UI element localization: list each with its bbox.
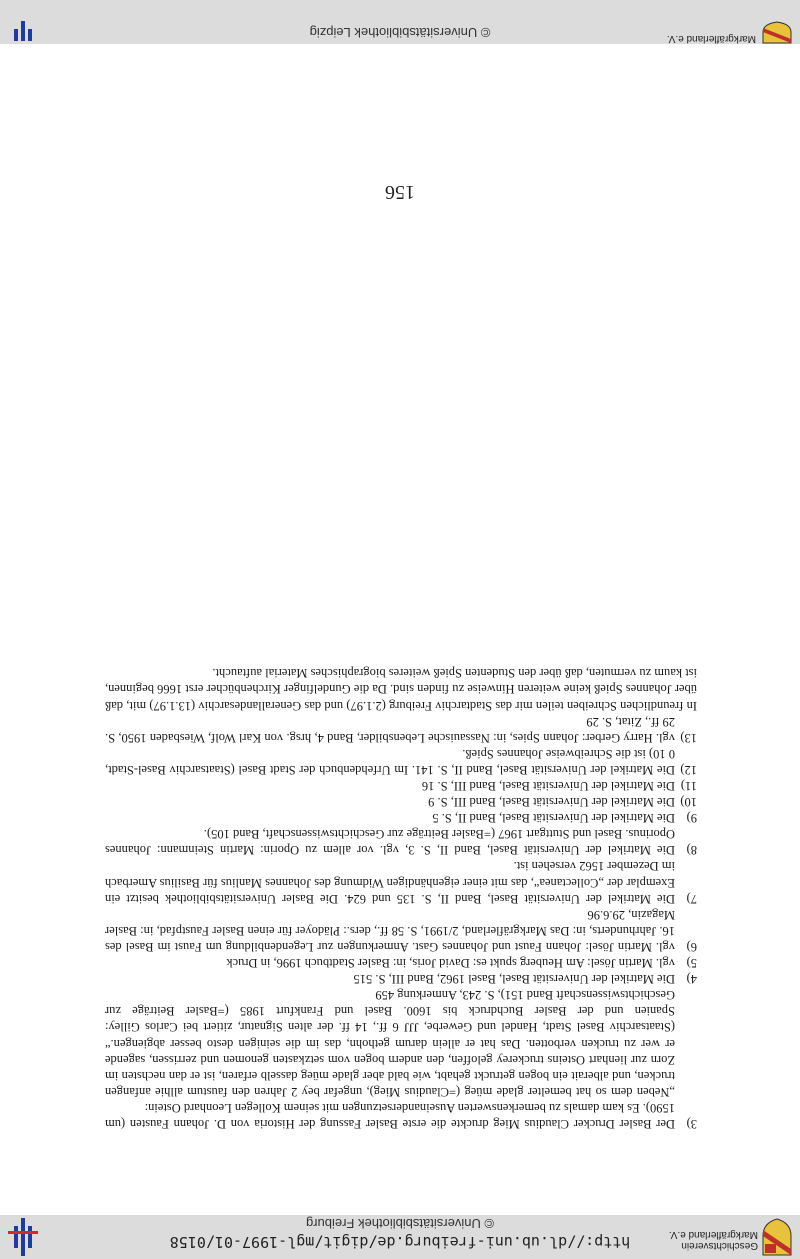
footnote-number: 4) xyxy=(686,972,697,987)
footnote-number: 13) xyxy=(680,730,697,745)
footnote-text: Der Basler Drucker Claudius Mieg druckte die erste Basler Fassung der Historia von D. Johann Fausten (um 1590). Es kam damals zu bemerkenswerten Auseinandersetzungen mit seinem Kollegen Leonhard Ostein: xyxy=(105,1100,675,1131)
footnote-number: 11) xyxy=(680,779,697,794)
footnote-7 xyxy=(105,858,697,906)
footnote-text: Die Matrikel der Universität Basel, Band II, S. 3, vgl. vor allem zu Oporin: Martin Steinmann: Johannes Oporinus. Basel und Stuttgart 1967 (=Basler Beiträge zur Geschichtswissenschaft, Band 105). xyxy=(105,827,675,858)
brand-line-1: Geschichtsverein xyxy=(681,1240,758,1251)
footnote-number: 5) xyxy=(686,956,697,971)
coat-of-arms-icon xyxy=(762,1218,792,1256)
footer-coat-of-arms-icon xyxy=(762,6,792,44)
footnote-text: vgl. Martin Jösel: Johann Faust und Johannes Gast. Anmerkungen zur Legendenbildung um Faust im Basel des 16. Jahrhunderts, in: Das Markgräflerland, 2/1991, S. 58 ff., ders.: Plädoyer für einen Basler Faustpfad, in: Basler Magazin, 29.6.96 xyxy=(105,907,675,954)
footnote-3 xyxy=(105,987,697,1132)
footnote-9 xyxy=(105,810,697,826)
footnote-4 xyxy=(105,971,697,987)
footnote-text: Die Matrikel der Universität Basel, Band III, S. 9 xyxy=(428,795,675,810)
footnote-6 xyxy=(105,907,697,955)
footnote-5 xyxy=(105,955,697,971)
footnote-text: Die Matrikel der Universität Basel, Band III, S. 16 xyxy=(421,779,675,794)
footnote-11 xyxy=(105,778,697,794)
footnote-number: 12) xyxy=(680,762,697,777)
footnote-8 xyxy=(105,826,697,858)
footnote-text: vgl. Harry Gerber: Johann Spies, in: Nassauische Lebensbilder, Band 4, hrsg. von Karl Wolf, Wiesbaden 1950, S. 29 ff., Zitat, S. 29 xyxy=(105,714,675,745)
document-url[interactable]: http://dl.ub.uni-freiburg.de/digit/mgl-1997-01/0158 xyxy=(169,1233,631,1251)
footnote-quote: „Neben dem so hat bemelter glade müeg (=Claudius Mieg), ungefar bey 2 Jahren den faustum allhie anfangen trucken, und alberait ein bogen getruckt gehabt, wie bald aber glade müeg dasselb erfaren, ist er dan nechsten im Zorn zur lienhart Osteins truckerey geloffen, den andern bogen vom setzkasten genomen und zerrissen, sagende er wer zu trucken verbotten. Das hat er allein darum gethohn, das im die seinigen desto besser abgiengen.“ (Staatsarchiv Basel Stadt, Handel und Gewerbe, JJJ 6 ff., 14 ff. der alten Signatur, zitiert bei Carlos Gilley: Spanien und der Basler Buchdruck bis 1600. Basel und Frankfurt 1985 (=Basler Beiträge zur Geschichtswissenschaft Band 151), S. 243, Anmerkung 459 xyxy=(105,988,675,1099)
viewer-header xyxy=(0,1215,800,1259)
footnote-number: 10) xyxy=(680,795,697,810)
footnote-number: 9) xyxy=(686,811,697,826)
footnote-number: 3) xyxy=(686,1117,697,1131)
footer-brand: Markgräflerland e.V. xyxy=(666,33,756,44)
footnote-text: vgl. Martin Jösel: Am Heuberg spukt es: David Joris, in: Basler Stadtbuch 1996, in Druck xyxy=(226,956,675,971)
footnote-number: 7) xyxy=(686,891,697,906)
society-brand xyxy=(669,1229,758,1251)
footnote-text: Die Matrikel der Universität Basel, Band II, S. 141. Im Urfehdenbuch der Stadt Basel (Staatsarchiv Basel-Stadt, 0 10) ist die Schreibweise Johannes Spieß. xyxy=(105,746,675,777)
closing-paragraph: In freundlichen Schreiben teilen mir das Stadtarchiv Freiburg (2.1.97) und das Generallandesarchiv (13.1.97) mit, daß über Johannes Spieß keine weiteren Hinweise zu finden sind. Da die Gundelfinger Kirchenbücher erst 1666 beginnen, ist kaum zu vermuten, daß über den Studenten Spieß weiteres biographisches Material auftaucht. xyxy=(105,666,697,713)
footer-copyright-text: © Universitätsbibliothek Leipzig xyxy=(309,25,491,40)
viewer-footer xyxy=(0,0,800,44)
footnote-number: 8) xyxy=(686,843,697,858)
footnote-text: Die Matrikel der Universität Basel, Band II, S. 135 und 624. Die Basler Universitätsbibliothek besitzt ein Exemplar der „Collectanea“, das mit einer eigenhändigen Widmung des Johannes Manlius für Basilius Amerbach im Dezember 1562 versehen ist. xyxy=(105,859,675,906)
footnote-12 xyxy=(105,746,697,778)
footnote-text: Die Matrikel der Universität Basel, Band II, S. 5 xyxy=(432,811,675,826)
footnotes-block xyxy=(105,665,697,1132)
footnote-13 xyxy=(105,714,697,746)
footnote-number: 6) xyxy=(686,939,697,954)
page-number: 156 xyxy=(385,181,415,203)
footnote-text: Die Matrikel der Universität Basel, Basel 1962, Band III, S. 515 xyxy=(353,972,675,987)
footnote-10 xyxy=(105,794,697,810)
brand-line-2: Markgräflerland e.V. xyxy=(668,1229,758,1240)
copyright-text: © Universitätsbibliothek Freiburg xyxy=(305,1216,495,1231)
